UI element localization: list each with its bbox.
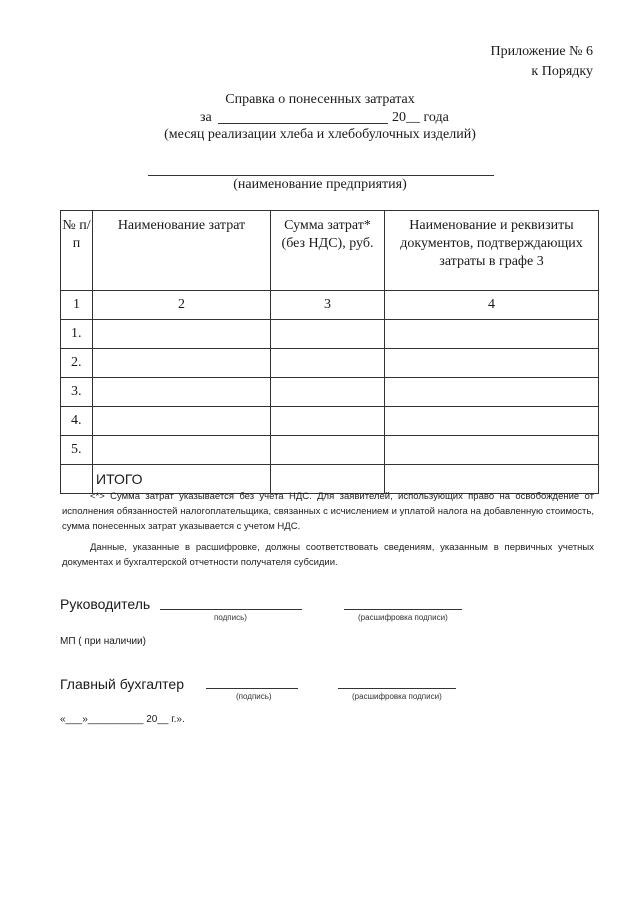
row-index: 4. [61, 407, 93, 436]
accountant-decode-line[interactable] [338, 688, 456, 689]
documents-cell[interactable] [385, 378, 599, 407]
table-row [61, 436, 599, 465]
period-caption: (месяц реализации хлеба и хлебобулочных изделий) [164, 127, 476, 142]
documents-cell[interactable] [385, 349, 599, 378]
period-year: 20__ года [392, 110, 449, 125]
table-header-row [61, 211, 599, 291]
organization-caption: (наименование предприятия) [233, 177, 407, 192]
costs-table [60, 210, 599, 494]
cost-name-cell[interactable] [93, 407, 271, 436]
table-row [61, 349, 599, 378]
column-header-cost-name: Наименование затрат [93, 211, 271, 291]
column-number: 1 [61, 291, 93, 320]
cost-name-cell[interactable] [93, 349, 271, 378]
head-decode-line[interactable] [344, 609, 462, 610]
column-number: 4 [385, 291, 599, 320]
period-month-line[interactable] [218, 123, 388, 124]
accountant-decode-caption: (расшифровка подписи) [352, 692, 442, 701]
column-header-number: № п/п [61, 211, 93, 291]
head-decode-caption: (расшифровка подписи) [358, 613, 448, 622]
date-line[interactable]: «___»__________ 20__ г.». [60, 714, 185, 725]
table-row [61, 320, 599, 349]
table-row [61, 407, 599, 436]
column-number-row [61, 291, 599, 320]
cost-sum-cell[interactable] [271, 320, 385, 349]
column-number: 3 [271, 291, 385, 320]
cost-name-cell[interactable] [93, 320, 271, 349]
appendix-reference: к Порядку [531, 64, 593, 79]
cost-sum-cell[interactable] [271, 407, 385, 436]
cost-name-cell[interactable] [93, 436, 271, 465]
documents-cell[interactable] [385, 320, 599, 349]
head-signature-line[interactable] [160, 609, 302, 610]
documents-cell[interactable] [385, 407, 599, 436]
note-consistency: Данные, указанные в расшифровке, должны соответствовать сведениям, указанным в первичных учетных документах и бухгалтерской отчетности получателя субсидии. [62, 542, 594, 568]
row-index: 1. [61, 320, 93, 349]
cost-sum-cell[interactable] [271, 378, 385, 407]
head-signature-caption: подпись) [214, 613, 247, 622]
column-number: 2 [93, 291, 271, 320]
period-prefix: за [200, 110, 212, 125]
document-title: Справка о понесенных затратах [225, 92, 415, 107]
documents-cell[interactable] [385, 436, 599, 465]
organization-name-line[interactable] [148, 175, 494, 176]
accountant-signature-line[interactable] [206, 688, 298, 689]
column-header-cost-sum: Сумма затрат* (без НДС), руб. [271, 211, 385, 291]
stamp-label: МП ( при наличии) [60, 636, 146, 647]
accountant-label: Главный бухгалтер [60, 676, 184, 692]
head-label: Руководитель [60, 596, 151, 612]
cost-name-cell[interactable] [93, 378, 271, 407]
cost-sum-cell[interactable] [271, 349, 385, 378]
row-index: 2. [61, 349, 93, 378]
table-row [61, 378, 599, 407]
cost-sum-cell[interactable] [271, 436, 385, 465]
column-header-documents: Наименование и реквизиты документов, подтверждающих затраты в графе 3 [385, 211, 599, 291]
appendix-number: Приложение № 6 [490, 44, 593, 59]
row-index: 5. [61, 436, 93, 465]
row-index: 3. [61, 378, 93, 407]
footnote-vat: <*> Сумма затрат указывается без учета НДС. Для заявителей, использующих право на освобождение от исполнения обязанностей налогоплательщика, связанных с исчислением и уплатой налога на добавленную стоимость, сумма понесенных затрат указывается с учетом НДС. [62, 491, 594, 532]
total-label: ИТОГО [93, 465, 271, 494]
accountant-signature-caption: (подпись) [236, 692, 272, 701]
